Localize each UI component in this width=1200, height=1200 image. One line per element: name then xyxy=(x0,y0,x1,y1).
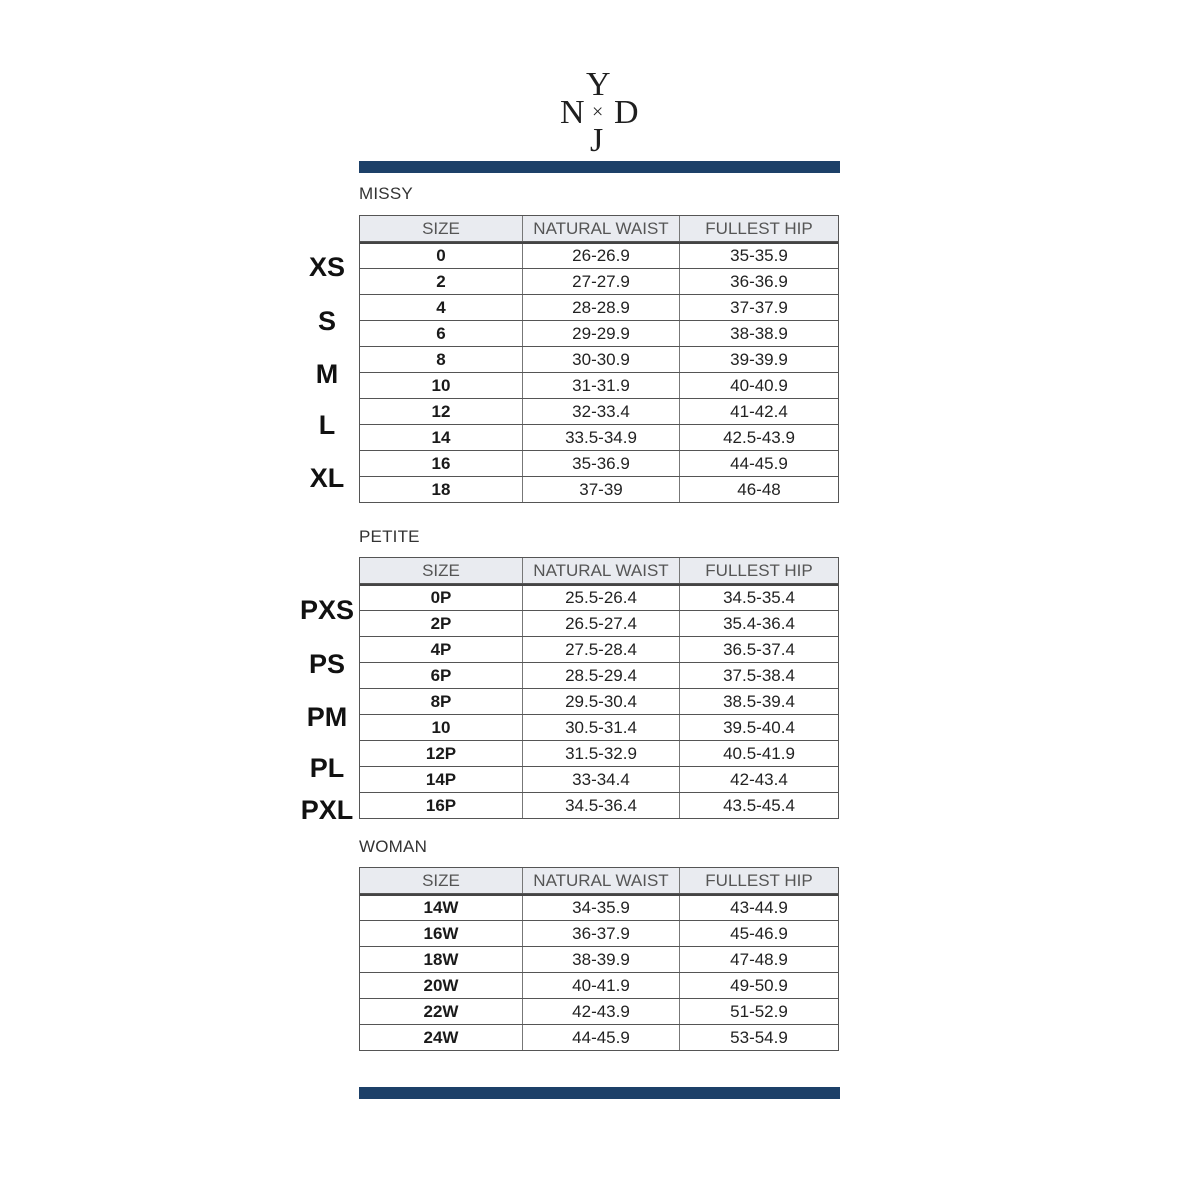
missy-alpha-size: S xyxy=(317,306,336,336)
size-cell: 18 xyxy=(360,477,523,502)
natural-waist-cell: 29.5-30.4 xyxy=(523,689,680,714)
header-size: SIZE xyxy=(360,216,523,241)
petite-alpha-size: PXS xyxy=(299,595,355,625)
header-size: SIZE xyxy=(360,558,523,583)
brand-logo xyxy=(555,68,645,160)
natural-waist-cell: 28-28.9 xyxy=(523,295,680,320)
natural-waist-cell: 44-45.9 xyxy=(523,1025,680,1050)
fullest-hip-cell: 40-40.9 xyxy=(730,375,788,395)
size-cell: 2P xyxy=(360,611,523,636)
size-cell: 16 xyxy=(360,451,523,476)
table-row xyxy=(360,610,838,636)
natural-waist-cell: 25.5-26.4 xyxy=(523,586,680,610)
table-row xyxy=(360,662,838,688)
missy-alpha-size: L xyxy=(318,410,336,440)
logo-cross: × xyxy=(592,101,604,123)
fullest-hip-cell: 38-38.9 xyxy=(730,323,788,343)
bottom-divider-bar xyxy=(359,1087,840,1099)
table-row xyxy=(360,242,838,268)
natural-waist-cell: 42-43.9 xyxy=(523,999,680,1024)
missy-alpha-size: XS xyxy=(308,252,346,282)
woman-size-table xyxy=(359,867,839,1051)
natural-waist-cell: 31.5-32.9 xyxy=(523,741,680,766)
size-cell: 10 xyxy=(360,373,523,398)
table-row xyxy=(360,398,838,424)
natural-waist-cell: 33-34.4 xyxy=(523,767,680,792)
natural-waist-cell: 29-29.9 xyxy=(523,321,680,346)
woman-section-title: WOMAN xyxy=(359,837,428,856)
fullest-hip-cell: 43-44.9 xyxy=(730,898,788,917)
table-row xyxy=(360,920,838,946)
natural-waist-cell: 40-41.9 xyxy=(523,973,680,998)
table-row xyxy=(360,476,838,502)
missy-size-table xyxy=(359,215,839,503)
size-cell: 6P xyxy=(360,663,523,688)
size-cell: 0 xyxy=(360,244,523,268)
natural-waist-cell: 27.5-28.4 xyxy=(523,637,680,662)
table-row xyxy=(360,424,838,450)
logo-letter-d: D xyxy=(614,94,639,131)
natural-waist-cell: 34-35.9 xyxy=(523,896,680,920)
table-row xyxy=(360,946,838,972)
petite-alpha-size: PM xyxy=(306,702,348,732)
petite-alpha-size: PXL xyxy=(300,795,354,825)
fullest-hip-cell: 35.4-36.4 xyxy=(723,613,795,633)
size-cell: 8 xyxy=(360,347,523,372)
petite-section-title: PETITE xyxy=(359,527,420,546)
table-row xyxy=(360,714,838,740)
header-size: SIZE xyxy=(360,868,523,893)
header-fullest-hip: FULLEST HIP xyxy=(705,218,813,238)
fullest-hip-cell: 36.5-37.4 xyxy=(723,639,795,659)
table-row xyxy=(360,972,838,998)
fullest-hip-cell: 46-48 xyxy=(737,479,781,499)
fullest-hip-cell: 38.5-39.4 xyxy=(723,691,795,711)
natural-waist-cell: 31-31.9 xyxy=(523,373,680,398)
table-header-row xyxy=(360,558,838,584)
size-cell: 2 xyxy=(360,269,523,294)
size-cell: 16W xyxy=(360,921,523,946)
fullest-hip-cell: 36-36.9 xyxy=(730,271,788,291)
missy-alpha-size: XL xyxy=(309,463,345,493)
natural-waist-cell: 37-39 xyxy=(523,477,680,502)
natural-waist-cell: 33.5-34.9 xyxy=(523,425,680,450)
natural-waist-cell: 36-37.9 xyxy=(523,921,680,946)
table-row xyxy=(360,320,838,346)
table-row xyxy=(360,636,838,662)
fullest-hip-cell: 44-45.9 xyxy=(730,453,788,473)
natural-waist-cell: 27-27.9 xyxy=(523,269,680,294)
header-fullest-hip: FULLEST HIP xyxy=(705,870,813,890)
logo-letter-j: J xyxy=(590,122,604,159)
size-cell: 24W xyxy=(360,1025,523,1050)
table-row xyxy=(360,372,838,398)
fullest-hip-cell: 42.5-43.9 xyxy=(723,427,795,447)
petite-alpha-size: PS xyxy=(308,649,346,679)
header-natural-waist: NATURAL WAIST xyxy=(523,558,680,583)
fullest-hip-cell: 41-42.4 xyxy=(730,401,788,421)
table-header-row xyxy=(360,216,838,242)
natural-waist-cell: 34.5-36.4 xyxy=(523,793,680,818)
fullest-hip-cell: 37.5-38.4 xyxy=(723,665,795,685)
size-cell: 20W xyxy=(360,973,523,998)
fullest-hip-cell: 47-48.9 xyxy=(730,949,788,969)
fullest-hip-cell: 39.5-40.4 xyxy=(723,717,795,737)
header-natural-waist: NATURAL WAIST xyxy=(523,216,680,241)
fullest-hip-cell: 39-39.9 xyxy=(730,349,788,369)
table-row xyxy=(360,792,838,818)
size-cell: 14P xyxy=(360,767,523,792)
table-row xyxy=(360,346,838,372)
natural-waist-cell: 38-39.9 xyxy=(523,947,680,972)
petite-alpha-size: PL xyxy=(309,753,345,783)
fullest-hip-cell: 53-54.9 xyxy=(730,1027,788,1047)
header-fullest-hip: FULLEST HIP xyxy=(705,560,813,580)
fullest-hip-cell: 40.5-41.9 xyxy=(723,743,795,763)
natural-waist-cell: 35-36.9 xyxy=(523,451,680,476)
table-row xyxy=(360,998,838,1024)
fullest-hip-cell: 51-52.9 xyxy=(730,1001,788,1021)
table-row xyxy=(360,268,838,294)
table-row xyxy=(360,294,838,320)
logo-letter-n: N xyxy=(560,94,585,131)
fullest-hip-cell: 42-43.4 xyxy=(730,769,788,789)
table-row xyxy=(360,766,838,792)
size-cell: 4 xyxy=(360,295,523,320)
size-cell: 14 xyxy=(360,425,523,450)
natural-waist-cell: 26-26.9 xyxy=(523,244,680,268)
natural-waist-cell: 32-33.4 xyxy=(523,399,680,424)
fullest-hip-cell: 45-46.9 xyxy=(730,923,788,943)
size-cell: 6 xyxy=(360,321,523,346)
natural-waist-cell: 28.5-29.4 xyxy=(523,663,680,688)
petite-size-table xyxy=(359,557,839,819)
table-row xyxy=(360,450,838,476)
size-cell: 18W xyxy=(360,947,523,972)
size-cell: 8P xyxy=(360,689,523,714)
table-row xyxy=(360,1024,838,1050)
table-header-row xyxy=(360,868,838,894)
fullest-hip-cell: 35-35.9 xyxy=(730,246,788,265)
header-natural-waist: NATURAL WAIST xyxy=(523,868,680,893)
natural-waist-cell: 30.5-31.4 xyxy=(523,715,680,740)
fullest-hip-cell: 49-50.9 xyxy=(730,975,788,995)
missy-section-title: MISSY xyxy=(359,184,413,203)
size-cell: 22W xyxy=(360,999,523,1024)
table-row xyxy=(360,688,838,714)
natural-waist-cell: 26.5-27.4 xyxy=(523,611,680,636)
table-row xyxy=(360,740,838,766)
size-cell: 12 xyxy=(360,399,523,424)
fullest-hip-cell: 37-37.9 xyxy=(730,297,788,317)
size-cell: 0P xyxy=(360,586,523,610)
fullest-hip-cell: 43.5-45.4 xyxy=(723,795,795,815)
size-cell: 12P xyxy=(360,741,523,766)
natural-waist-cell: 30-30.9 xyxy=(523,347,680,372)
table-row xyxy=(360,894,838,920)
logo-letter-y: Y xyxy=(586,66,611,103)
size-cell: 16P xyxy=(360,793,523,818)
missy-alpha-size: M xyxy=(315,359,339,389)
top-divider-bar xyxy=(359,161,840,173)
size-cell: 4P xyxy=(360,637,523,662)
size-cell: 10 xyxy=(360,715,523,740)
fullest-hip-cell: 34.5-35.4 xyxy=(723,588,795,607)
table-row xyxy=(360,584,838,610)
size-cell: 14W xyxy=(360,896,523,920)
